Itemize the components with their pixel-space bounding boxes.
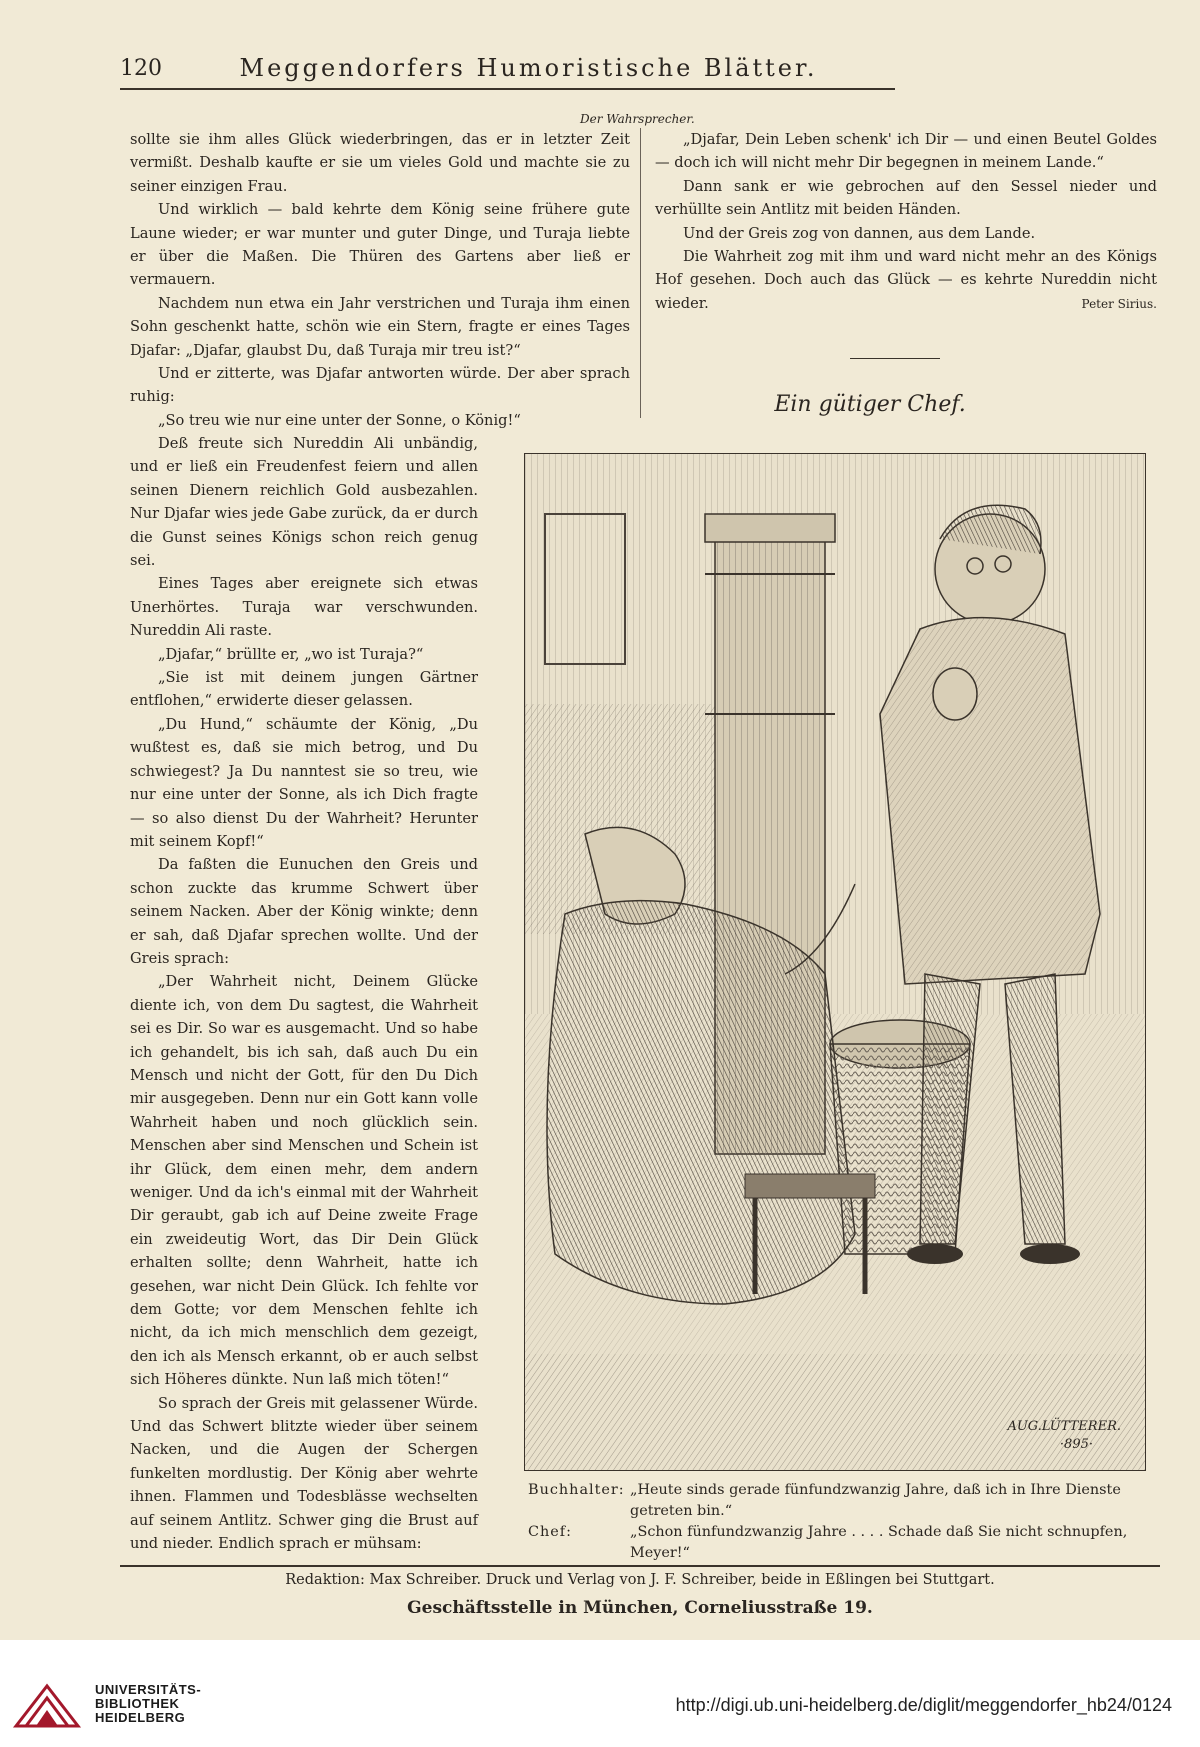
story-column-left <box>130 128 630 432</box>
paragraph: Und er zitterte, was Djafar antworten würde. Der aber sprach ruhig: <box>130 365 630 406</box>
paragraph: Eines Tages aber ereignete sich etwas Unerhörtes. Turaja war verschwunden. Nureddin Ali raste. <box>130 575 478 640</box>
paragraph: „Du Hund,“ schäumte der König, „Du wußtest es, daß sie mich betrog, und Du schwiegest? Ja Du nanntest sie so treu, wie nur eine unter der Sonne, als ich Dich fragte — so also dienst Du der Wahrheit? Herunter mit seinem Kopf!“ <box>130 715 478 850</box>
cartoon-illustration <box>524 453 1146 1471</box>
source-url-link[interactable]: http://digi.ub.uni-heidelberg.de/diglit/meggendorfer_hb24/0124 <box>675 1695 1172 1715</box>
header-rule <box>120 88 895 90</box>
imprint-line: Redaktion: Max Schreiber. Druck und Verlag von J. F. Schreiber, beide in Eßlingen bei Stuttgart. <box>285 1572 995 1588</box>
running-title: Meggendorfers Humoristische Blätter. <box>239 54 818 82</box>
speaker-label: Chef: <box>528 1524 572 1540</box>
paragraph: Da faßten die Eunuchen den Greis und schon zuckte das krumme Schwert über seinem Nacken. Aber der König winkte; denn er sah, daß Djafar sprechen wollte. Und der Greis sprach: <box>130 856 478 967</box>
cartoon-caption <box>528 1480 1158 1564</box>
artist-year: ·895· <box>1059 1437 1093 1452</box>
story-column-narrow <box>130 432 478 1556</box>
paragraph: „Djafar, Dein Leben schenk' ich Dir — und einen Beutel Goldes — doch ich will nicht mehr Dir begegnen in meinem Lande.“ <box>655 131 1157 172</box>
artist-signature: AUG.LÜTTERER. <box>1007 1419 1121 1434</box>
paragraph: Die Wahrheit zog mit ihm und ward nicht mehr an des Königs Hof gesehen. Doch auch das Glück — es kehrte Nureddin nicht wieder. <box>655 248 1157 312</box>
paragraph: So sprach der Greis mit gelassener Würde. Und das Schwert blitzte wieder über seinem Nacken, und die Augen der Schergen funkelten mordlustig. Der König aber wehrte ihnen. Flammen und Todesblässe wechselten auf seinem Antlitz. Schwer ging die Brust auf und nieder. Endlich sprach er mühsam: <box>130 1394 478 1553</box>
paragraph: „Djafar,“ brüllte er, „wo ist Turaja?“ <box>158 645 424 663</box>
page-header <box>120 52 895 84</box>
engraving-drawing <box>525 454 1145 1470</box>
column-divider <box>640 128 641 418</box>
story-caption: Der Wahrsprecher. <box>580 112 695 126</box>
page-number: 120 <box>120 55 162 81</box>
paragraph: Und der Greis zog von dannen, aus dem Lande. <box>683 224 1036 242</box>
paragraph: Deß freute sich Nureddin Ali unbändig, und er ließ ein Freudenfest feiern und allen seinen Dienern reichlich Gold ausbezahlen. Nur Djafar wies jede Gabe zurück, da er durch die Gunst seines Königs schon reich genug sei. <box>130 435 478 570</box>
footer-rule <box>120 1565 1160 1567</box>
speech-text: „Heute sinds gerade fünfundzwanzig Jahre, daß ich in Ihre Dienste getreten bin.“ <box>630 1482 1121 1519</box>
speech-text: „Schon fünfundzwanzig Jahre . . . . Schade daß Sie nicht schnupfen, Meyer!“ <box>630 1524 1128 1561</box>
dialogue-line <box>528 1522 1158 1564</box>
dialogue-line <box>528 1480 1158 1522</box>
cartoon-title: Ein gütiger Chef. <box>774 392 966 417</box>
story-column-right <box>655 128 1157 317</box>
paragraph: Und wirklich — bald kehrte dem König seine frühere gute Laune wieder; er war munter und guter Dinge, und Turaja liebte er über die Maßen. Die Thüren des Gartens aber ließ er vermauern. <box>130 201 630 289</box>
paragraph: „Der Wahrheit nicht, Deinem Glücke diente ich, von dem Du sagtest, die Wahrheit sei es Dir. So war es ausgemacht. Und so habe ich gehandelt, bis ich sah, daß auch Du ein Mensch und nicht der Gott, für den Du Dich mir ausgegeben. Denn nur ein Gott kann volle Wahrheit haben und noch glücklich sein. Menschen aber sind Menschen und Schein ist ihr Glück, dem einen mehr, dem andern weniger. Und da ich's einmal mit der Wahrheit Dir geraubt, gab ich auf Deine zweite Frage ein zweideutig Wort, das Dir Dein Glück erhalten sollte; denn Wahrheit, hatte ich gesehen, war nicht Dein Glück. Ich fehlte vor dem Gotte; vor dem Menschen fehlte ich nicht, da ich mich menschlich dem gezeigt, den ich als Mensch erkannt, ob er auch selbst sich Höheres dünkte. Nun laß mich töten!“ <box>130 973 478 1389</box>
author-signature: Peter Sirius. <box>1081 297 1157 312</box>
paragraph: sollte sie ihm alles Glück wiederbringen, das er in letzter Zeit vermißt. Deshalb kaufte er sie um vieles Gold und machte sie zu seiner einzigen Frau. <box>130 131 630 195</box>
office-address: Geschäftsstelle in München, Corneliusstraße 19. <box>407 1598 873 1618</box>
paragraph: Nachdem nun etwa ein Jahr verstrichen und Turaja ihm einen Sohn geschenkt hatte, schön wie ein Stern, fragte er eines Tages Djafar: „Djafar, glaubst Du, daß Turaja mir treu ist?“ <box>130 294 630 359</box>
paragraph: Dann sank er wie gebrochen auf den Sessel nieder und verhüllte sein Antlitz mit beiden Händen. <box>655 177 1157 219</box>
viewer-footer <box>0 1640 1200 1747</box>
paragraph: „Sie ist mit deinem jungen Gärtner entflohen,“ erwiderte dieser gelassen. <box>130 669 478 710</box>
section-rule <box>850 358 940 359</box>
paragraph: „So treu wie nur eine unter der Sonne, o König!“ <box>158 411 521 429</box>
speaker-label: Buchhalter: <box>528 1482 625 1498</box>
library-name: UNIVERSITÄTS- BIBLIOTHEK HEIDELBERG <box>95 1682 202 1725</box>
library-logo-icon <box>12 1682 82 1730</box>
